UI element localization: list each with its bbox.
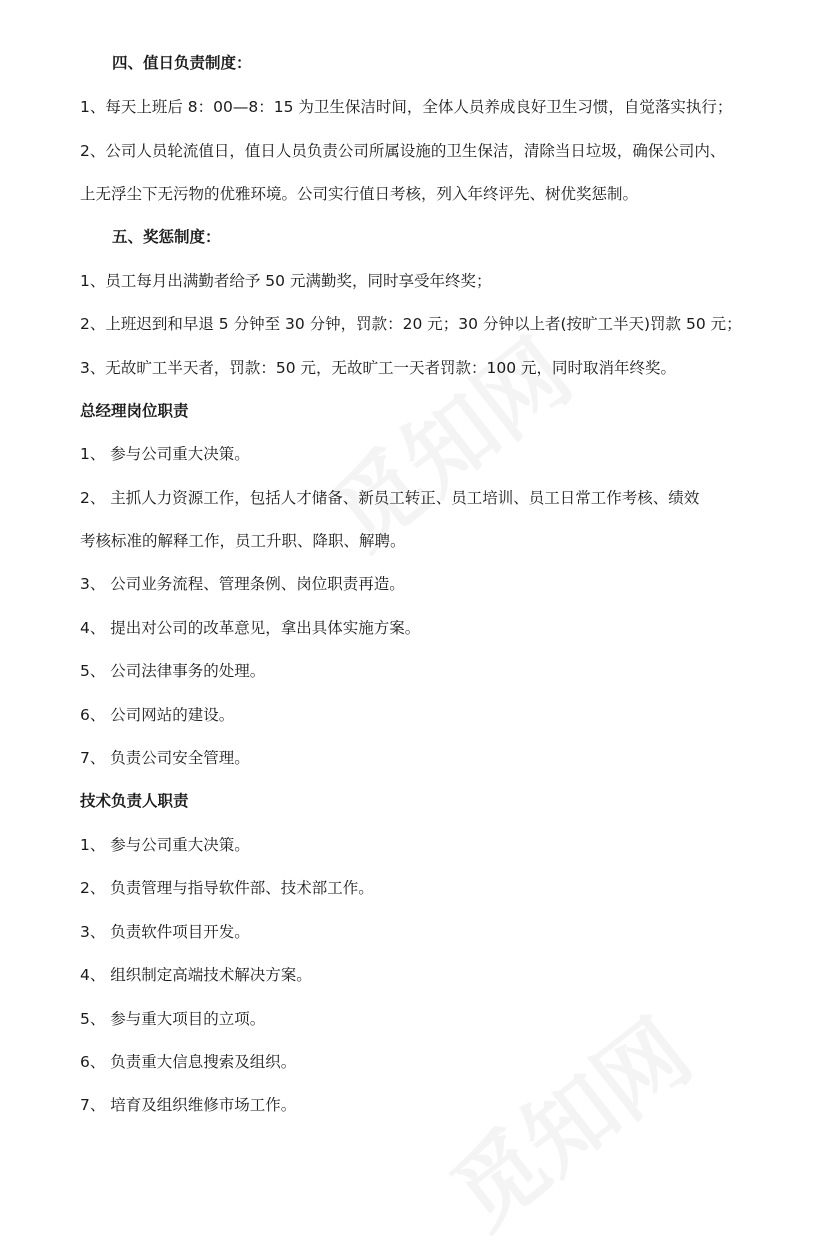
paragraph-reward-3: 3、无故旷工半天者，罚款：50 元，无故旷工一天者罚款：100 元，同时取消年终奖。 (80, 359, 677, 377)
list-item-tech-1: 1、 参与公司重大决策。 (80, 836, 250, 854)
section-heading-reward: 五、奖惩制度： (112, 228, 221, 246)
list-item-tech-3: 3、 负责软件项目开发。 (80, 923, 250, 941)
section-heading-tech: 技术负责人职责 (80, 792, 189, 810)
section-heading-duty: 四、值日负责制度： (112, 54, 252, 72)
section-heading-gm: 总经理岗位职责 (80, 402, 189, 420)
paragraph-reward-2: 2、上班迟到和早退 5 分钟至 30 分钟，罚款：20 元；30 分钟以上者(按旷工半天)罚款 50 元； (80, 315, 742, 333)
paragraph-reward-1: 1、员工每月出满勤者给予 50 元满勤奖，同时享受年终奖； (80, 272, 492, 290)
paragraph-duty-2-cont: 上无浮尘下无污物的优雅环境。公司实行值日考核，列入年终评先、树优奖惩制。 (80, 185, 639, 203)
list-item-gm-4: 4、 提出对公司的改革意见，拿出具体实施方案。 (80, 619, 421, 637)
list-item-gm-2: 2、 主抓人力资源工作，包括人才储备、新员工转正、员工培训、员工日常工作考核、绩效 (80, 489, 700, 507)
watermark (420, 984, 713, 1252)
list-item-gm-3: 3、 公司业务流程、管理条例、岗位职责再造。 (80, 575, 405, 593)
list-item-tech-6: 6、 负责重大信息搜索及组织。 (80, 1053, 297, 1071)
list-item-tech-7: 7、 培育及组织维修市场工作。 (80, 1096, 297, 1114)
list-item-gm-7: 7、 负责公司安全管理。 (80, 749, 250, 767)
list-item-tech-5: 5、 参与重大项目的立项。 (80, 1010, 266, 1028)
list-item-gm-2-cont: 考核标准的解释工作，员工升职、降职、解聘。 (80, 532, 406, 550)
list-item-tech-4: 4、 组织制定高端技术解决方案。 (80, 966, 312, 984)
list-item-tech-2: 2、 负责管理与指导软件部、技术部工作。 (80, 879, 374, 897)
list-item-gm-5: 5、 公司法律事务的处理。 (80, 662, 266, 680)
list-item-gm-6: 6、 公司网站的建设。 (80, 706, 235, 724)
paragraph-duty-2: 2、公司人员轮流值日，值日人员负责公司所属设施的卫生保洁，清除当日垃圾，确保公司内、 (80, 142, 726, 160)
list-item-gm-1: 1、 参与公司重大决策。 (80, 445, 250, 463)
paragraph-duty-1: 1、每天上班后 8：00—8：15 为卫生保洁时间，全体人员养成良好卫生习惯，自觉落实执行； (80, 98, 733, 116)
